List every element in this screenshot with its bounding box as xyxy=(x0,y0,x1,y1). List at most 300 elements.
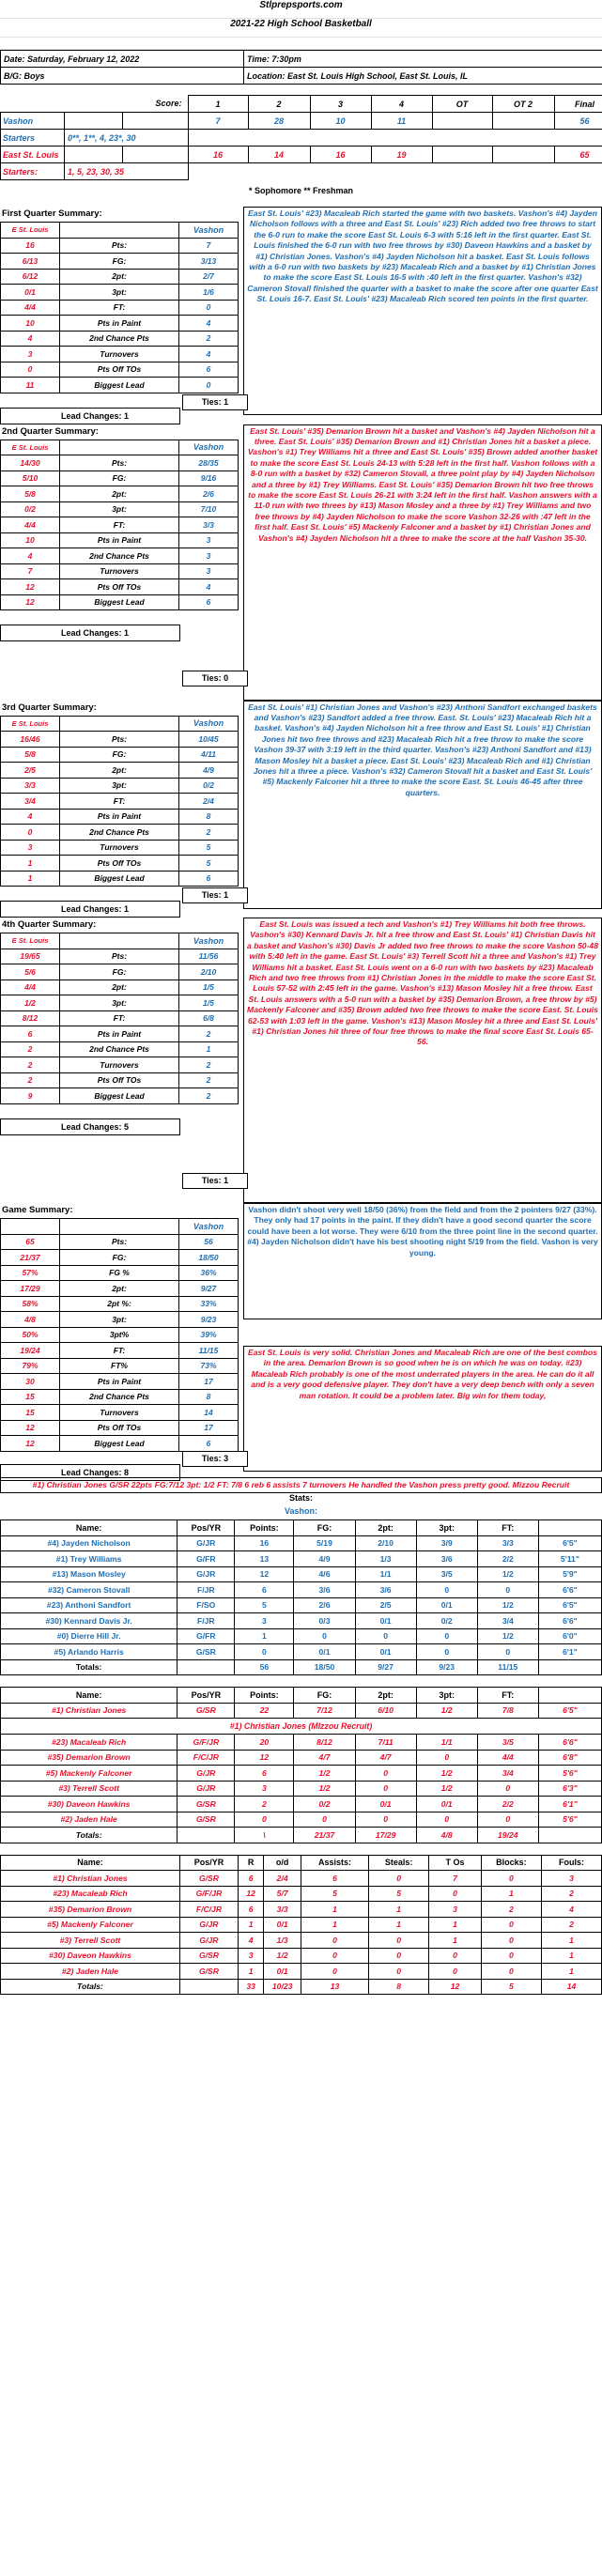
q4-right xyxy=(243,918,602,1203)
q4-home-ft: 8/12 xyxy=(1,1010,60,1026)
vashon-totals-pts: 56 xyxy=(235,1659,294,1675)
esl-p5-name: #30) Daveon Hawkins xyxy=(1,1797,178,1812)
vashon-p7-pts: 0 xyxy=(235,1644,294,1660)
box-r2-od: 3/3 xyxy=(264,1902,301,1918)
box-r1-stl: 5 xyxy=(369,1886,429,1902)
sb-col-ot2: OT 2 xyxy=(492,96,554,113)
esl-recruit-note-row xyxy=(1,1719,602,1735)
q2-home-2ndchance: 4 xyxy=(1,548,60,564)
gs-row-12 xyxy=(1,1420,239,1436)
q4-home-label: E St. Louis xyxy=(1,933,60,949)
q1-right xyxy=(243,207,602,424)
quarter-block-1 xyxy=(0,207,602,424)
q2-row-2ndchance xyxy=(1,548,239,564)
gs-label-10: 2nd Chance Pts xyxy=(60,1389,179,1405)
vashon-hdr-ft: FT: xyxy=(477,1520,538,1536)
vashon-p3-2pt: 3/6 xyxy=(355,1582,416,1598)
box-r1-pos: G/F/JR xyxy=(179,1886,238,1902)
box-r4-name: #3) Terrell Scott xyxy=(1,1933,180,1949)
vashon-p0-pts: 16 xyxy=(235,1535,294,1551)
meta-gap xyxy=(0,85,602,95)
gs-row-9 xyxy=(1,1374,239,1390)
q4-narrative: East St. Louis was issued a tech and Vashon's #1) Trey Williams hit both free throws. Vashon's #30) Kennard Davis Jr. hit a free throw and East St. Louis' #1) Christian Davis hit a basket and Vashon's #30) Davis Jr added two free throws to make the score Vashon 50-48 with 5:40 left in the game. East St. Louis' #3) Terrell Scott hit a three and Vashon's #1) Trey Williams hit a basket. East St. Louis went on a 6-0 run with two baskets by #23) Macaleab Rich and two free throws from #1) Christian Jones in the middle to make the score East St. Louis 57-52 with 2:45 left in the game. Vashon's #13) Mason Mosley hit a free throw. East St. Louis answers with a 5-0 run with a basket by #35) Demarion Brown, a free throw by #5) Mackenly Falconer and #35) Brown added two free throws to make the score East. St. Louis 62-53 with 1:03 left in the game. Vashon's #13) Mason Mosley hit a three and East St. Louis' #1) Christian Jones hit three of four free throws to make the final score East St. Louis 65-56. xyxy=(243,918,602,1203)
gs-label-7: FT: xyxy=(60,1343,179,1359)
q1-home-label: E St. Louis xyxy=(1,223,60,239)
q4-row-fg xyxy=(1,964,239,980)
box-r0-stl: 0 xyxy=(369,1871,429,1887)
q2-row-3pt xyxy=(1,501,239,517)
box-hdr-blocks: Blocks: xyxy=(481,1855,541,1871)
game-time: Time: 7:30pm xyxy=(244,51,602,68)
q4-away-biggestlead: 2 xyxy=(179,1088,239,1104)
vashon-p3-fg: 3/6 xyxy=(294,1582,355,1598)
vashon-hdr-height xyxy=(538,1520,601,1536)
q1-row-3pt xyxy=(1,285,239,301)
gs-header-row xyxy=(1,1219,239,1235)
q3-label-2pt: 2pt: xyxy=(60,763,179,779)
vashon-p0-2pt: 2/10 xyxy=(355,1535,416,1551)
scoreboard-row-esl xyxy=(1,147,602,163)
q3-ties: Ties: 1 xyxy=(182,887,248,903)
gs-label-3: 2pt: xyxy=(60,1281,179,1297)
esl-hdr-fg: FG: xyxy=(294,1688,355,1704)
q4-ties: Ties: 1 xyxy=(182,1173,248,1189)
vashon-p0-ft: 3/3 xyxy=(477,1535,538,1551)
q2-label-biggestlead: Biggest Lead xyxy=(60,594,179,610)
table-row xyxy=(1,1582,602,1598)
q4-away-pts: 11/56 xyxy=(179,949,239,964)
sb-vashon-q1: 7 xyxy=(188,113,248,130)
box-r2-blk: 2 xyxy=(481,1902,541,1918)
vashon-p3-3pt: 0 xyxy=(416,1582,477,1598)
vashon-header-row xyxy=(1,1520,602,1536)
q2-home-pts: 14/30 xyxy=(1,455,60,471)
vashon-p3-ht: 6'6" xyxy=(538,1582,601,1598)
gs-away-13: 6 xyxy=(179,1436,239,1452)
q1-away-biggestlead: 0 xyxy=(179,378,239,393)
q2-label-pts: Pts: xyxy=(60,455,179,471)
q4-label-ft: FT: xyxy=(60,1010,179,1026)
gs-away-11: 14 xyxy=(179,1405,239,1421)
box-r2-fls: 4 xyxy=(541,1902,601,1918)
box-hdr-pos: Pos/YR xyxy=(179,1855,238,1871)
gs-home-1: 21/37 xyxy=(1,1250,60,1266)
q2-label-ft: FT: xyxy=(60,517,179,533)
box-r6-fls: 1 xyxy=(541,1964,601,1980)
q4-lc-gap xyxy=(180,1118,239,1134)
vashon-p5-name: #30) Kennard Davis Jr. xyxy=(1,1613,178,1629)
q2-label-ptsoffto: Pts Off TOs xyxy=(60,579,179,595)
vashon-p6-pos: G/FR xyxy=(178,1628,235,1644)
box-r3-stl: 1 xyxy=(369,1917,429,1933)
vashon-totals-label: Totals: xyxy=(1,1659,178,1675)
table-row-totals xyxy=(1,1828,602,1843)
q3-row-2ndchance xyxy=(1,825,239,841)
q1-label-ptsoffto: Pts Off TOs xyxy=(60,362,179,378)
esl-p6-pos: G/SR xyxy=(178,1812,235,1828)
esl-hdr-pos: Pos/YR xyxy=(178,1688,235,1704)
box-r1-to: 0 xyxy=(429,1886,482,1902)
table-row xyxy=(1,1964,602,1980)
q2-gutter xyxy=(237,424,243,701)
gs-label-1: FG: xyxy=(60,1250,179,1266)
box-r1-blk: 1 xyxy=(481,1886,541,1902)
q1-row-2pt xyxy=(1,269,239,285)
sb-team-vashon: Vashon xyxy=(1,113,65,130)
gs-row-6 xyxy=(1,1327,239,1343)
gs-row-5 xyxy=(1,1312,239,1328)
sb-vashon-starters-pad xyxy=(188,130,602,147)
q3-home-ptsoffto: 1 xyxy=(1,856,60,872)
box-r6-reb: 1 xyxy=(238,1964,263,1980)
scoreboard-row-vashon xyxy=(1,113,602,130)
box-totals-pos xyxy=(179,1979,238,1995)
game-meta-table xyxy=(0,50,602,85)
q4-lead-changes: Lead Changes: 5 xyxy=(59,1118,180,1134)
vashon-p0-3pt: 3/9 xyxy=(416,1535,477,1551)
box-hdr-od: o/d xyxy=(264,1855,301,1871)
esl-p5-pos: G/SR xyxy=(178,1797,235,1812)
esl-p3-fg: 1/2 xyxy=(294,1766,355,1782)
esl-p1-pos: G/F/JR xyxy=(178,1735,235,1751)
vashon-p1-pts: 13 xyxy=(235,1551,294,1567)
q1-label-biggestlead: Biggest Lead xyxy=(60,378,179,393)
q2-away-fg: 9/16 xyxy=(179,470,239,486)
esl-p4-pts: 3 xyxy=(235,1781,294,1797)
q2-mid-blank xyxy=(60,440,179,455)
q2-left xyxy=(0,424,237,701)
q2-label-to: Turnovers xyxy=(60,563,179,579)
esl-p2-3pt: 0 xyxy=(416,1750,477,1766)
q1-home-3pt: 0/1 xyxy=(1,285,60,301)
esl-shooting-table xyxy=(0,1687,602,1843)
q3-left xyxy=(0,701,237,918)
box-r0-od: 2/4 xyxy=(264,1871,301,1887)
box-r6-pos: G/SR xyxy=(179,1964,238,1980)
q3-home-pts: 16/46 xyxy=(1,732,60,748)
box-totals-label: Totals: xyxy=(1,1979,180,1995)
box-totals-to: 12 xyxy=(429,1979,482,1995)
box-r3-od: 0/1 xyxy=(264,1917,301,1933)
vashon-p2-fg: 4/6 xyxy=(294,1566,355,1582)
esl-box-table xyxy=(0,1855,602,1996)
box-hdr-reb: R xyxy=(238,1855,263,1871)
table-row xyxy=(1,1628,602,1644)
q2-header-row xyxy=(1,440,239,455)
table-row xyxy=(1,1750,602,1766)
q2-row-paint xyxy=(1,532,239,548)
vashon-p2-ht: 5'9" xyxy=(538,1566,601,1582)
vashon-p0-name: #4) Jayden Nicholson xyxy=(1,1535,178,1551)
gs-row-4 xyxy=(1,1296,239,1312)
box-r1-ast: 5 xyxy=(301,1886,368,1902)
q1-home-pts: 16 xyxy=(1,238,60,254)
q3-away-biggestlead: 6 xyxy=(179,871,239,887)
q3-home-2ndchance: 0 xyxy=(1,825,60,841)
vashon-p4-2pt: 2/5 xyxy=(355,1597,416,1613)
gs-away-label: Vashon xyxy=(179,1219,239,1235)
q2-home-ptsoffto: 12 xyxy=(1,579,60,595)
q4-home-biggestlead: 9 xyxy=(1,1088,60,1104)
season-title: 2021-22 High School Basketball xyxy=(0,19,602,38)
q2-away-paint: 3 xyxy=(179,532,239,548)
q3-label-pts: Pts: xyxy=(60,732,179,748)
esl-p6-fg: 0 xyxy=(294,1812,355,1828)
q3-home-paint: 4 xyxy=(1,809,60,825)
q4-label-to: Turnovers xyxy=(60,1057,179,1073)
game-location: Location: East St. Louis High School, East St. Louis, IL xyxy=(244,68,602,85)
esl-hdr-height xyxy=(538,1688,601,1704)
q3-away-pts: 10/45 xyxy=(179,732,239,748)
q1-label-3pt: 3pt: xyxy=(60,285,179,301)
q1-away-ptsoffto: 6 xyxy=(179,362,239,378)
q1-label-fg: FG: xyxy=(60,254,179,270)
vashon-p5-ht: 6'6" xyxy=(538,1613,601,1629)
q1-label-to: Turnovers xyxy=(60,347,179,362)
esl-p5-ht: 6'1" xyxy=(538,1797,601,1812)
vashon-p5-2pt: 0/1 xyxy=(355,1613,416,1629)
box-r4-pos: G/JR xyxy=(179,1933,238,1949)
gs-narrative-vashon: Vashon didn't shoot very well 18/50 (36%) from the field and from the 2 pointers 9/27 (33%). They only had 17 points in the paint. If they didn't have a good second quarter the score could have been a lot worse. They were 6/10 from the three point line in the second quarter. #4) Jayden Nicholson didn't have his best shooting night 5/19 from the field. Vashon is very young. xyxy=(243,1203,602,1319)
esl-p4-pos: G/JR xyxy=(178,1781,235,1797)
sb-vashon-blank2 xyxy=(123,113,189,130)
gs-home-3: 17/29 xyxy=(1,1281,60,1297)
q1-row-paint xyxy=(1,316,239,332)
vashon-p0-ht: 6'5" xyxy=(538,1535,601,1551)
q4-away-2ndchance: 1 xyxy=(179,1041,239,1057)
q1-home-2pt: 6/12 xyxy=(1,269,60,285)
gs-title: Game Summary: xyxy=(2,1205,73,1215)
q3-right xyxy=(243,701,602,918)
esl-p6-3pt: 0 xyxy=(416,1812,477,1828)
gs-away-2: 36% xyxy=(179,1265,239,1281)
q2-label-3pt: 3pt: xyxy=(60,501,179,517)
sb-esl-final: 65 xyxy=(554,147,602,163)
q2-title: 2nd Quarter Summary: xyxy=(2,425,99,437)
gs-away-0: 56 xyxy=(179,1234,239,1250)
vashon-p6-name: #0) Dierre Hill Jr. xyxy=(1,1628,178,1644)
esl-hdr-3pt: 3pt: xyxy=(416,1688,477,1704)
q1-label-paint: Pts in Paint xyxy=(60,316,179,332)
q2-away-3pt: 7/10 xyxy=(179,501,239,517)
q4-header-row xyxy=(1,933,239,949)
vashon-p4-ft: 1/2 xyxy=(477,1597,538,1613)
q2-right xyxy=(243,424,602,701)
q3-narrative: East St. Louis' #1) Christian Jones and Vashon's #23) Anthoni Sandfort exchanged baskets and Vashon's #23) Sandfort added a free throw. East. St. Louis' #23) Macaleab Rich hit a basket. Vashon's #4) Jayden Nicholson hit a free throw and East St. Louis' #1) Christian Jones hit two free throws and #23) Macaleab Rich hit a free throw to make the score Vashon 39-37 with 3:19 left in the third quarter. Vashon's #23) Anthoni Sandfort and #13) Mason Mosley hit a basket a piece. East St. Louis' #23) Macaleab Rich and #1) Christian Jones hit a three a piece. Vashon's #32) Cameron Stovall hit a basket and East St. Louis' #5) Mackenly Falconer hit a three to make the score East. St. Louis 46-45 after three quarters. xyxy=(243,701,602,909)
vashon-p5-pts: 3 xyxy=(235,1613,294,1629)
q2-row-biggestlead xyxy=(1,594,239,610)
gs-row-3 xyxy=(1,1281,239,1297)
esl-p1-ht: 6'6" xyxy=(538,1735,601,1751)
box-r0-fls: 3 xyxy=(541,1871,601,1887)
sb-blank1 xyxy=(1,96,65,113)
box-r5-reb: 3 xyxy=(238,1948,263,1964)
sb-vashon-q2: 28 xyxy=(248,113,310,130)
table-row xyxy=(1,1871,602,1887)
vashon-hdr-name: Name: xyxy=(1,1520,178,1536)
esl-p3-ft: 3/4 xyxy=(477,1766,538,1782)
esl-p4-3pt: 1/2 xyxy=(416,1781,477,1797)
q3-row-ptsoffto xyxy=(1,856,239,872)
gs-home-5: 4/8 xyxy=(1,1312,60,1328)
scoreboard-table xyxy=(0,95,602,180)
vashon-p4-3pt: 0/1 xyxy=(416,1597,477,1613)
q1-row-biggestlead xyxy=(1,378,239,393)
esl-p1-name: #23) Macaleab Rich xyxy=(1,1735,178,1751)
box-r0-blk: 0 xyxy=(481,1871,541,1887)
q2-lc-gap xyxy=(180,625,239,641)
gs-home-4: 58% xyxy=(1,1296,60,1312)
q1-gutter xyxy=(237,207,243,424)
box-r4-blk: 0 xyxy=(481,1933,541,1949)
table-row xyxy=(1,1797,602,1812)
esl-p1-pts: 20 xyxy=(235,1735,294,1751)
q2-away-2pt: 2/6 xyxy=(179,486,239,502)
q3-away-paint: 8 xyxy=(179,809,239,825)
meta-row-date xyxy=(1,51,602,68)
q4-row-to xyxy=(1,1057,239,1073)
q4-home-fg: 5/6 xyxy=(1,964,60,980)
sb-col-3: 3 xyxy=(310,96,371,113)
box-r4-fls: 1 xyxy=(541,1933,601,1949)
esl-p2-fg: 4/7 xyxy=(294,1750,355,1766)
quarter-block-3 xyxy=(0,701,602,918)
q1-narrative: East St. Louis' #23) Macaleab Rich started the game with two baskets. Vashon's #4) Jayden Nicholson follows with a three and East St. Louis' #23) Rich added two free throws to start the 6-0 run to make the score East St. Louis 6-3 with 5:16 left in the first quarter. East St. Louis finished the 6-0 run with two free throws by #30) Daveon Hawkins and a basket by #1) Christian Jones. Vashon's #4) Jayden Nicholson hit a basket. East St. Louis follows with a 6-0 run with two baskets by #23) Macaleab Rich and a basket by #1) Christian Jones to make the score East St. Louis 16-5 with :40 left in the first quarter. Vashon's #32) Cameron Stovall finished the quarter with a basket to make the score after one quarter East St. Louis 16-7. East St. Louis' #23) Macaleab Rich scored ten points in the first quarter. xyxy=(243,207,602,415)
sb-esl-q3: 16 xyxy=(310,147,371,163)
esl-p3-3pt: 1/2 xyxy=(416,1766,477,1782)
table-row xyxy=(1,1917,602,1933)
q2-away-biggestlead: 6 xyxy=(179,594,239,610)
esl-totals-fg: 21/37 xyxy=(294,1828,355,1843)
gs-row-8 xyxy=(1,1358,239,1374)
q4-leadchange-table xyxy=(0,1118,239,1135)
scoreboard-row-esl-starters xyxy=(1,163,602,180)
box-r5-name: #30) Daveon Hawkins xyxy=(1,1948,180,1964)
sb-col-4: 4 xyxy=(371,96,432,113)
q1-home-2ndchance: 4 xyxy=(1,331,60,347)
table-row xyxy=(1,1644,602,1660)
box-r4-reb: 4 xyxy=(238,1933,263,1949)
q1-away-pts: 7 xyxy=(179,238,239,254)
esl-p1-ft: 3/5 xyxy=(477,1735,538,1751)
vashon-p4-name: #23) Anthoni Sandfort xyxy=(1,1597,178,1613)
table-row xyxy=(1,1948,602,1964)
box-r4-to: 1 xyxy=(429,1933,482,1949)
box-r3-to: 1 xyxy=(429,1917,482,1933)
box-r2-pos: F/C/JR xyxy=(179,1902,238,1918)
q4-lc-pad xyxy=(1,1118,60,1134)
gs-away-10: 8 xyxy=(179,1389,239,1405)
box-r5-stl: 0 xyxy=(369,1948,429,1964)
esl-totals-3pt: 4/8 xyxy=(416,1828,477,1843)
box-hdr-name: Name: xyxy=(1,1855,180,1871)
gs-row-13 xyxy=(1,1436,239,1452)
q3-home-fg: 5/8 xyxy=(1,747,60,763)
q1-away-paint: 4 xyxy=(179,316,239,332)
box-totals-ast: 13 xyxy=(301,1979,368,1995)
table-row xyxy=(1,1886,602,1902)
box-r5-to: 0 xyxy=(429,1948,482,1964)
gs-label-8: FT% xyxy=(60,1358,179,1374)
q4-row-2ndchance xyxy=(1,1041,239,1057)
q3-label-biggestlead: Biggest Lead xyxy=(60,871,179,887)
box-r5-fls: 1 xyxy=(541,1948,601,1964)
vashon-p3-ft: 0 xyxy=(477,1582,538,1598)
table-row xyxy=(1,1535,602,1551)
esl-p0-name: #1) Christian Jones xyxy=(1,1703,178,1719)
q2-home-fg: 5/10 xyxy=(1,470,60,486)
sb-vashon-q4: 11 xyxy=(371,113,432,130)
q3-mid-blank xyxy=(60,716,179,732)
box-r3-reb: 1 xyxy=(238,1917,263,1933)
vashon-p0-pos: G/JR xyxy=(178,1535,235,1551)
table-row xyxy=(1,1902,602,1918)
box-r1-od: 5/7 xyxy=(264,1886,301,1902)
gs-lead-changes: Lead Changes: 8 xyxy=(59,1464,180,1480)
gs-away-7: 11/15 xyxy=(179,1343,239,1359)
q2-away-to: 3 xyxy=(179,563,239,579)
gs-home-7: 19/24 xyxy=(1,1343,60,1359)
q3-stats-table xyxy=(0,716,239,887)
table-row xyxy=(1,1735,602,1751)
header-spacer xyxy=(0,38,602,50)
q4-label-pts: Pts: xyxy=(60,949,179,964)
q3-label-paint: Pts in Paint xyxy=(60,809,179,825)
box-r2-ast: 1 xyxy=(301,1902,368,1918)
vashon-hdr-pos: Pos/YR xyxy=(178,1520,235,1536)
game-summary-block xyxy=(0,1203,602,1481)
vashon-totals-ft: 11/15 xyxy=(477,1659,538,1675)
gs-away-8: 73% xyxy=(179,1358,239,1374)
vashon-p1-pos: G/FR xyxy=(178,1551,235,1567)
q2-narrative: East St. Louis' #35) Demarion Brown hit a basket and Vashon's #4) Jayden Nicholson hit a three. East St. Louis' #35) Demarion Brown and #1) Christian Jones hit a basket a piece. Vashon's #1) Trey Williams hit a three and East St. Louis' #35) Brown added another basket to make the score East St. Louis 24-13 with 5:28 left in the first half. Vashon follows with a 8-0 run with a basket by #32) Cameron Stovall, a three point play by #4) Jayden Nicholson and a three by #1) Trey Williams. East St. Louis' #35) Demarion Brown hit two free throws to make the score East St. Louis 26-21 with 3:24 left in the first half. Vashon answers with a 11-0 run with two threes by #13) Mason Mosley and a three by #1) Trey Williams and two free throws by #4) Jayden Nicholson to make the score Vashon 32-26 with :47 left in the first half. East St. Louis' #5) Mackenly Falconer and a basket by #1) Christian Jones and Vashon's #4) Jayden Nicholson hit a three to make the score at the half Vashon 35-30. xyxy=(243,424,602,701)
q4-gutter xyxy=(237,918,243,1203)
q4-home-3pt: 1/2 xyxy=(1,995,60,1011)
box-r4-ast: 0 xyxy=(301,1933,368,1949)
esl-p4-name: #3) Terrell Scott xyxy=(1,1781,178,1797)
sb-esl-q1: 16 xyxy=(188,147,248,163)
vashon-p7-name: #5) Arlando Harris xyxy=(1,1644,178,1660)
q2-row-fg xyxy=(1,470,239,486)
vashon-p5-ft: 3/4 xyxy=(477,1613,538,1629)
esl-p5-3pt: 0/1 xyxy=(416,1797,477,1812)
q4-label-3pt: 3pt: xyxy=(60,995,179,1011)
q2-row-ptsoffto xyxy=(1,579,239,595)
sb-esl-starters-pad xyxy=(188,163,602,180)
vashon-p4-fg: 2/6 xyxy=(294,1597,355,1613)
q4-row-ptsoffto xyxy=(1,1072,239,1088)
gs-row-1 xyxy=(1,1250,239,1266)
sb-col-2: 2 xyxy=(248,96,310,113)
q3-label-to: Turnovers xyxy=(60,840,179,856)
q4-home-2ndchance: 2 xyxy=(1,1041,60,1057)
q3-away-3pt: 0/2 xyxy=(179,778,239,794)
gs-gutter xyxy=(237,1203,243,1481)
esl-totals-pts: \ xyxy=(235,1828,294,1843)
vashon-totals-3pt: 9/23 xyxy=(416,1659,477,1675)
gs-away-1: 18/50 xyxy=(179,1250,239,1266)
esl-p2-pts: 12 xyxy=(235,1750,294,1766)
table-row xyxy=(1,1551,602,1567)
esl-totals-label: Totals: xyxy=(1,1828,178,1843)
q4-away-3pt: 1/5 xyxy=(179,995,239,1011)
box-hdr-turnovers: T Os xyxy=(429,1855,482,1871)
q2-home-label: E St. Louis xyxy=(1,440,60,455)
q1-lead-changes: Lead Changes: 1 xyxy=(59,408,180,424)
gs-away-9: 17 xyxy=(179,1374,239,1390)
vashon-p3-pos: F/JR xyxy=(178,1582,235,1598)
box-hdr-assists: Assists: xyxy=(301,1855,368,1871)
